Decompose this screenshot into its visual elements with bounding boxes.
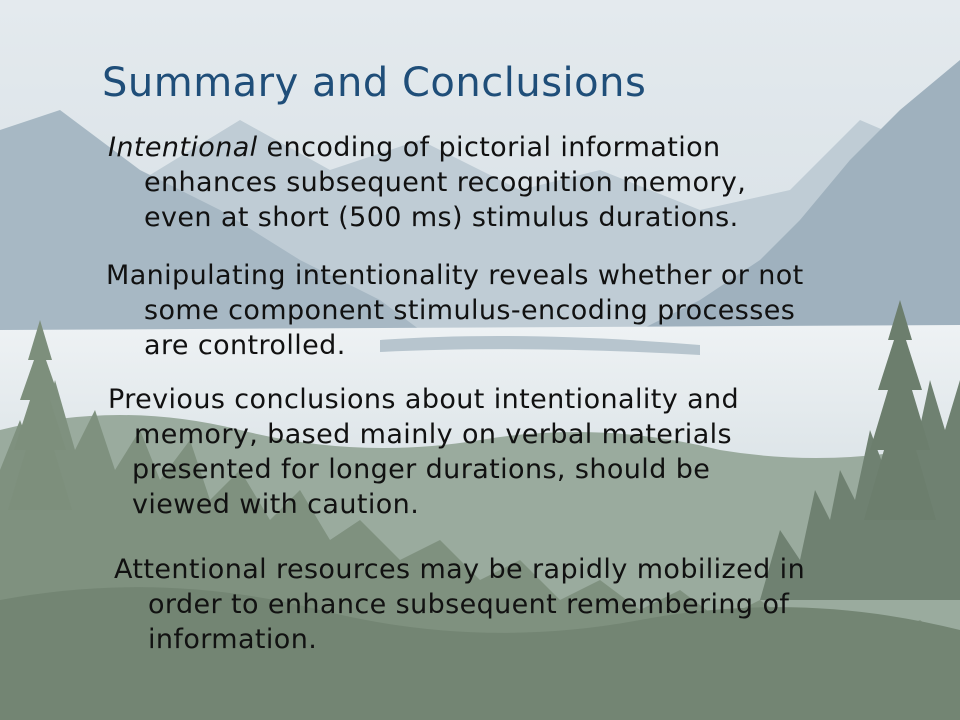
paragraph-line: memory, based mainly on verbal materials	[134, 419, 733, 450]
conclusion-paragraph-1	[108, 130, 746, 235]
paragraph-line: presented for longer durations, should be	[132, 454, 711, 485]
paragraph-line: even at short (500 ms) stimulus durations.	[144, 202, 739, 233]
paragraph-line: viewed with caution.	[132, 489, 420, 520]
paragraph-line: some component stimulus-encoding processes	[144, 295, 796, 326]
slide-title: Summary and Conclusions	[102, 60, 647, 106]
paragraph-line: Manipulating intentionality reveals whether or not	[106, 260, 804, 291]
line-text: encoding of pictorial information	[257, 132, 721, 163]
paragraph-line	[108, 130, 746, 165]
conclusion-paragraph-4	[114, 552, 805, 657]
paragraph-line: order to enhance subsequent remembering of	[148, 589, 790, 620]
paragraph-line: enhances subsequent recognition memory,	[144, 167, 747, 198]
paragraph-line: are controlled.	[144, 330, 346, 361]
paragraph-line: Attentional resources may be rapidly mobilized in	[114, 554, 806, 585]
paragraph-line: Previous conclusions about intentionality and	[108, 384, 740, 415]
paragraph-line: information.	[148, 624, 318, 655]
conclusion-paragraph-2	[106, 258, 804, 363]
emphasized-word: Intentional	[108, 132, 258, 163]
conclusion-paragraph-3	[108, 382, 739, 522]
